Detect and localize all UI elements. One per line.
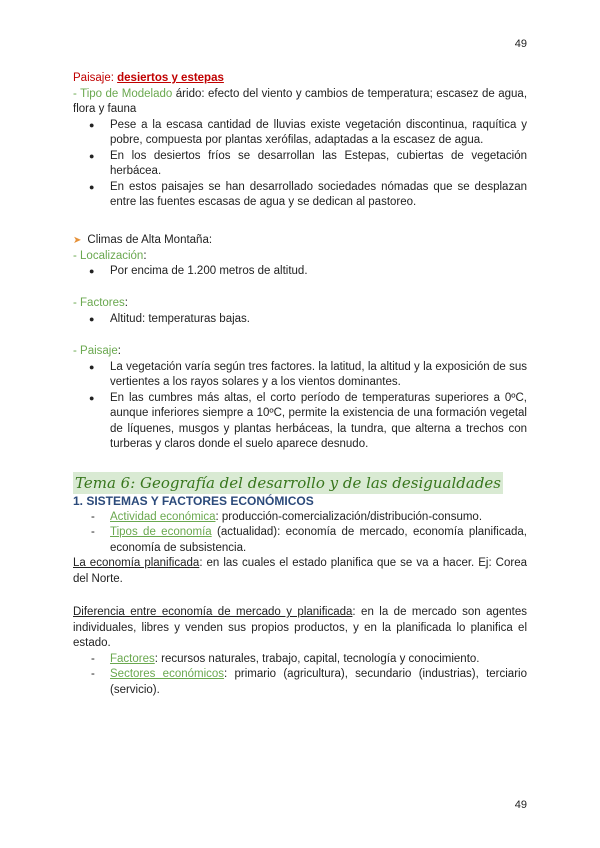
tema-6-section	[73, 472, 527, 587]
localizacion-line: - Localización:	[73, 249, 147, 262]
factores-label: - Factores	[73, 297, 125, 309]
list-item: ● Altitud: temperaturas bajas.	[73, 312, 527, 328]
factores-section	[73, 296, 527, 327]
list-item: - Actividad económica: producción-comercialización/distribución-consumo.	[73, 510, 527, 526]
list-item: - Sectores económicos: primario (agricultura), secundario (industrias), terciario (servicio).	[73, 667, 527, 698]
paisaje-montana-line: - Paisaje:	[73, 345, 121, 357]
economia-dash-list	[73, 510, 527, 557]
list-item: ● En estos paisajes se han desarrollado sociedades nómadas que se desplazan entre las fuentes escasas de agua y se dedican al pastoreo.	[73, 180, 527, 211]
page-number-top: 49	[514, 38, 527, 50]
tema-title: Tema 6: Geografía del desarrollo y de las desigualdades	[75, 474, 502, 492]
paisaje-bullet-list	[73, 118, 527, 211]
list-item: ● La vegetación varía según tres factores. la latitud, la altitud y la exposición de sus vertientes a los rayos solares y a los vientos dominantes.	[73, 360, 527, 391]
modelado-text: árido: efecto del viento y cambios de temperatura; escasez de agua, flora y fauna	[73, 87, 528, 115]
list-item: ● Por encima de 1.200 metros de altitud.	[73, 264, 527, 280]
alta-montana-section	[73, 233, 527, 280]
list-item: - Tipos de economía (actualidad): economía de mercado, economía planificada, economía de subsistencia.	[73, 525, 527, 556]
sectores-economicos-link[interactable]: Sectores económicos	[110, 668, 225, 680]
paisaje-title: desiertos y estepas	[117, 72, 224, 84]
paisaje-montana-list	[73, 360, 527, 453]
paisaje-desiertos-section	[73, 71, 527, 211]
page-number-bottom: 49	[514, 799, 527, 811]
factores-link[interactable]: Factores	[110, 652, 155, 665]
tipos-economia-link[interactable]: Tipos de economía	[110, 526, 212, 538]
list-item: - Factores: recursos naturales, trabajo, capital, tecnología y conocimiento.	[73, 652, 527, 668]
paisaje-heading	[73, 71, 527, 87]
localizacion-list	[73, 264, 527, 280]
alta-montana-title: Climas de Alta Montaña:	[87, 234, 213, 246]
actividad-economica-link[interactable]: Actividad económica	[110, 510, 216, 523]
modelado-label: - Tipo de Modelado	[73, 87, 173, 100]
arrow-bullet-icon: ➤	[73, 235, 82, 246]
paisaje-montana-label: - Paisaje	[73, 345, 118, 357]
diferencia-section	[73, 605, 527, 698]
alta-montana-heading	[73, 233, 527, 249]
section-heading: 1. SISTEMAS Y FACTORES ECONÓMICOS	[73, 494, 314, 508]
localizacion-label: - Localización	[73, 249, 144, 262]
economia-planificada-paragraph: La economía planificada: en las cuales el estado planifica que se va a hacer. Ej: Corea del Norte.	[73, 557, 527, 585]
list-item: ● En las cumbres más altas, el corto período de temperaturas superiores a 0ºC, aunque inferiores siempre a 10ºC, permite la existencia de una formación vegetal de líquenes, musgos y plantas herbáceas, la tundra, que alterna a trechos con turberas y claros donde el suelo aparece desnudo.	[73, 391, 527, 453]
diferencia-paragraph: Diferencia entre economía de mercado y planificada: en la de mercado son agentes individuales, libres y venden sus propios productos, y en la planificada lo planifica el estado.	[73, 606, 527, 649]
list-item: ● Pese a la escasa cantidad de lluvias existe vegetación discontinua, raquítica y pobre, compuesta por plantas xerófilas, adaptadas a la escasez de agua.	[73, 118, 527, 149]
list-item: ● En los desiertos fríos se desarrollan las Estepas, cubiertas de vegetación herbácea.	[73, 149, 527, 180]
paisaje-label: Paisaje:	[73, 72, 114, 84]
factores-list	[73, 312, 527, 328]
factores-line: - Factores:	[73, 297, 128, 309]
modelado-line	[73, 87, 527, 118]
paisaje-montana-section	[73, 344, 527, 453]
factores-dash-list	[73, 652, 527, 699]
